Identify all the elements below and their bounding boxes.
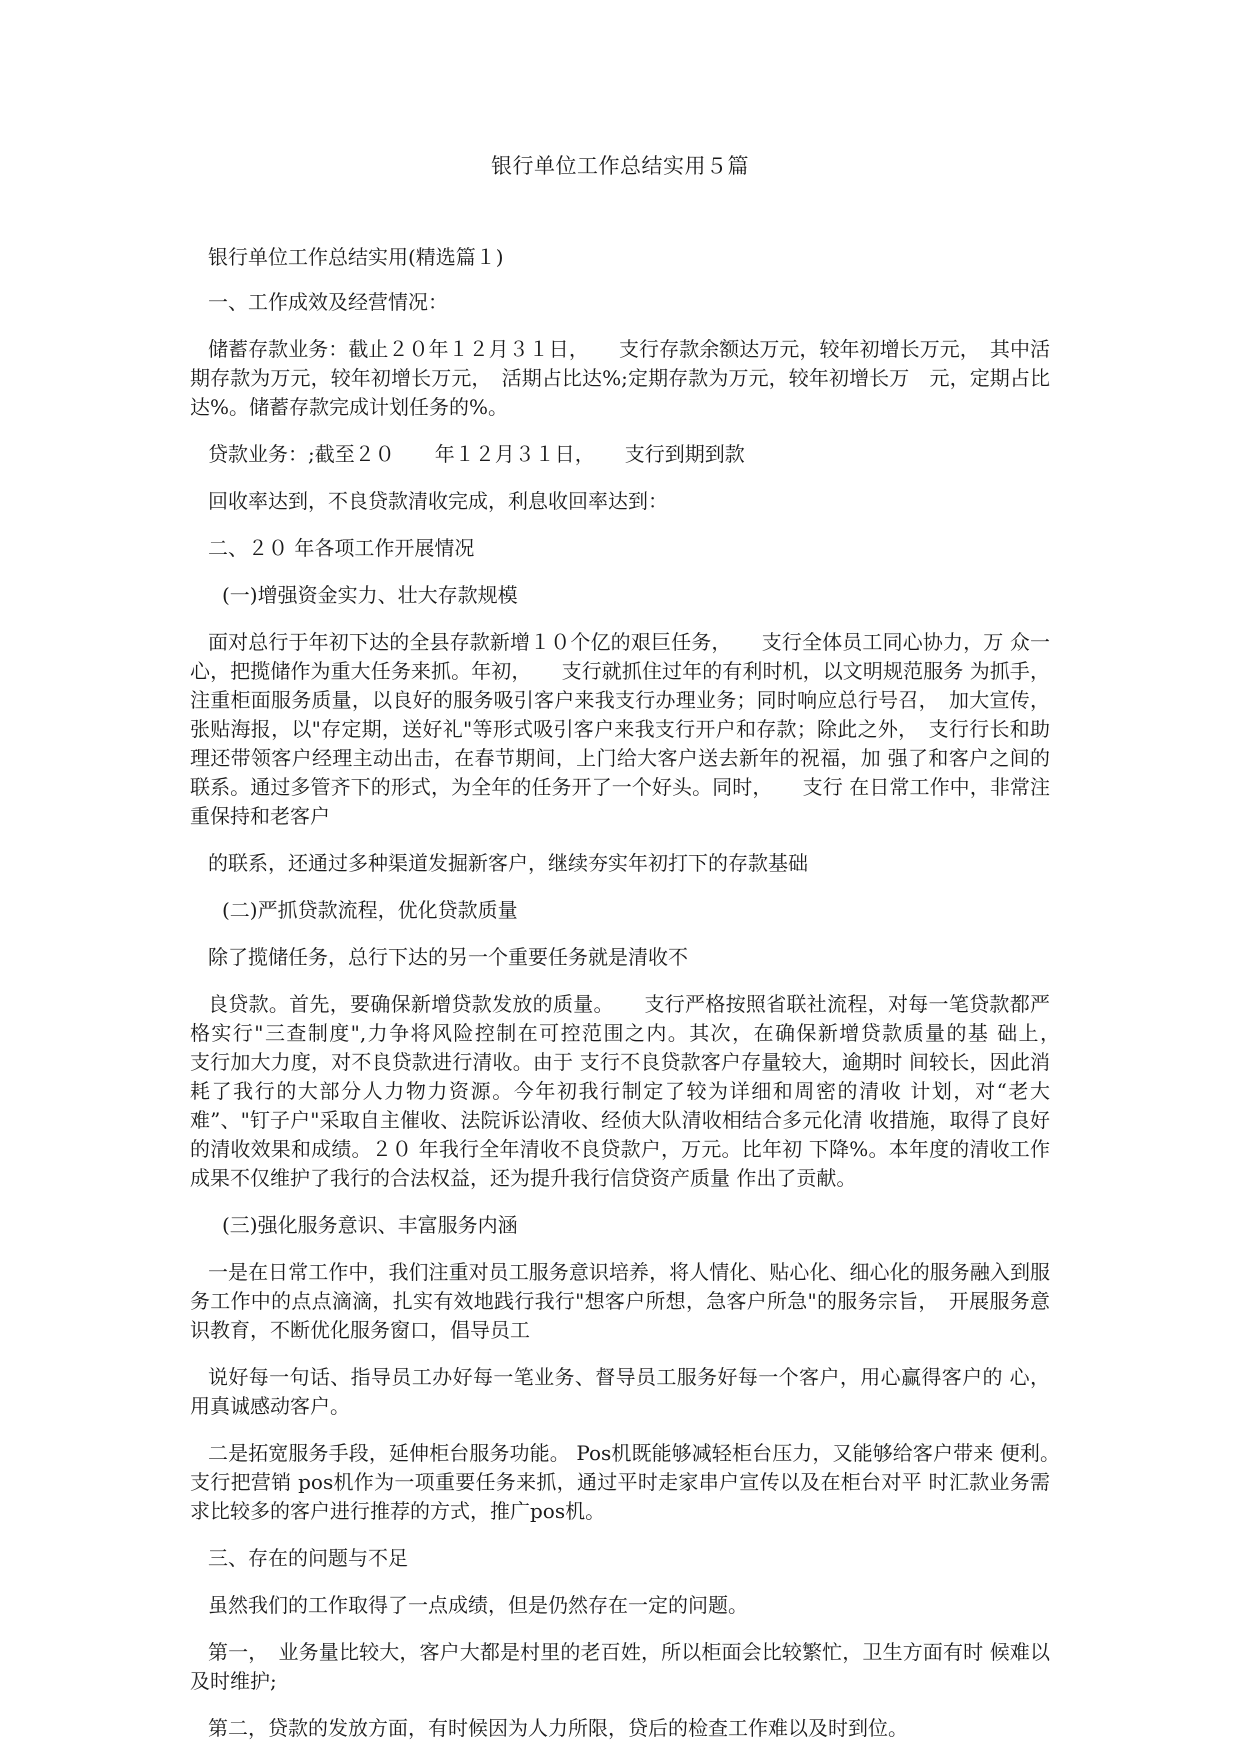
- subheading-service: (三)强化服务意识、丰富服务内涵: [222, 1213, 518, 1237]
- subheading-deposits: (一)增强资金实力、壮大存款规模: [222, 583, 518, 607]
- paragraph-problem-first: 第一， 业务量比较大，客户大都是村里的老百姓，所以柜面会比较繁忙，卫生方面有时 候难以及时维护;: [190, 1640, 1050, 1693]
- heading-work-progress: 二、２０ 年各项工作开展情况: [208, 536, 475, 560]
- paragraph-problems-intro: 虽然我们的工作取得了一点成绩，但是仍然存在一定的问题。: [208, 1593, 748, 1617]
- paragraph-service-guidance: 说好每一句话、指导员工办好每一笔业务、督导员工服务好每一个客户，用心赢得客户的 心，用真诚感动客户。: [190, 1365, 1050, 1418]
- document-body: [190, 243, 1090, 1761]
- subheading-loan-quality: (二)严抓贷款流程，优化贷款质量: [222, 898, 518, 922]
- heading-work-results: 一、工作成效及经营情况：: [208, 290, 448, 314]
- document-title: 银行单位工作总结实用５篇: [491, 154, 749, 178]
- section-heading-1: 银行单位工作总结实用(精选篇１): [208, 245, 504, 269]
- paragraph-loans: 贷款业务：;截至２０ 年１２月３１日， 支行到期到款: [208, 442, 745, 466]
- paragraph-savings: 储蓄存款业务：截止２０年１２月３１日， 支行存款余额达万元，较年初增长万元， 其中活期存款为万元，较年初增长万元， 活期占比达%;定期存款为万元，较年初增长万 元，定期占比达%。储蓄存款完成计划任务的%。: [190, 337, 1050, 419]
- paragraph-pos-machines: 二是拓宽服务手段，延伸柜台服务功能。 Pos机既能够减轻柜台压力，又能够给客户带来 便利。 支行把营销 pos机作为一项重要任务来抓，通过平时走家串户宣传以及在柜台对平 时汇款业务需求比较多的客户进行推荐的方式，推广pos机。: [190, 1441, 1090, 1523]
- heading-problems: 三、存在的问题与不足: [208, 1546, 408, 1570]
- paragraph-deposit-task: 面对总行于年初下达的全县存款新增１０个亿的艰巨任务， 支行全体员工同心协力，万 众一心，把揽储作为重大任务来抓。年初， 支行就抓住过年的有利时机，以文明规范服务 为抓手，注重柜面服务质量，以良好的服务吸引客户来我支行办理业务；同时响应总行号召， 加大宣传，张贴海报，以"存定期，送好礼"等形式吸引客户来我支行开户和存款；除此之外， 支行行长和助理还带领客户经理主动出击，在春节期间，上门给大客户送去新年的祝福，加 强了和客户之间的联系。通过多管齐下的形式，为全年的任务开了一个好头。同时， 支行 在日常工作中，非常注重保持和老客户: [190, 630, 1050, 828]
- paragraph-new-customers: 的联系，还通过多种渠道发掘新客户，继续夯实年初打下的存款基础: [208, 851, 808, 875]
- paragraph-clearance-task: 除了揽储任务，总行下达的另一个重要任务就是清收不: [208, 945, 688, 969]
- paragraph-service-awareness: 一是在日常工作中，我们注重对员工服务意识培养，将人情化、贴心化、细心化的服务融入到服务工作中的点点滴滴，扎实有效地践行我行"想客户所想，急客户所急"的服务宗旨， 开展服务意识教育，不断优化服务窗口，倡导员工: [190, 1260, 1050, 1342]
- paragraph-bad-loans: 良贷款。首先，要确保新增贷款发放的质量。 支行严格按照省联社流程，对每一笔贷款都严格实行"三查制度",力争将风险控制在可控范围之内。其次，在确保新增贷款质量的基 础上， 支行加大力度，对不良贷款进行清收。由于 支行不良贷款客户存量较大，逾期时 间较长，因此消耗了我行的大部分人力物力资源。今年初我行制定了较为详细和周密的清收 计划，对“老大难”、"钉子户"采取自主催收、法院诉讼清收、经侦大队清收相结合多元化清 收措施，取得了良好的清收效果和成绩。２０ 年我行全年清收不良贷款户，万元。比年初 下降%。本年度的清收工作成果不仅维护了我行的合法权益，还为提升我行信贷资产质量 作出了贡献。: [190, 992, 1090, 1190]
- paragraph-problem-second: 第二，贷款的发放方面，有时候因为人力所限，贷后的检查工作难以及时到位。: [208, 1716, 908, 1740]
- paragraph-recovery: 回收率达到，不良贷款清收完成，利息收回率达到：: [208, 489, 668, 513]
